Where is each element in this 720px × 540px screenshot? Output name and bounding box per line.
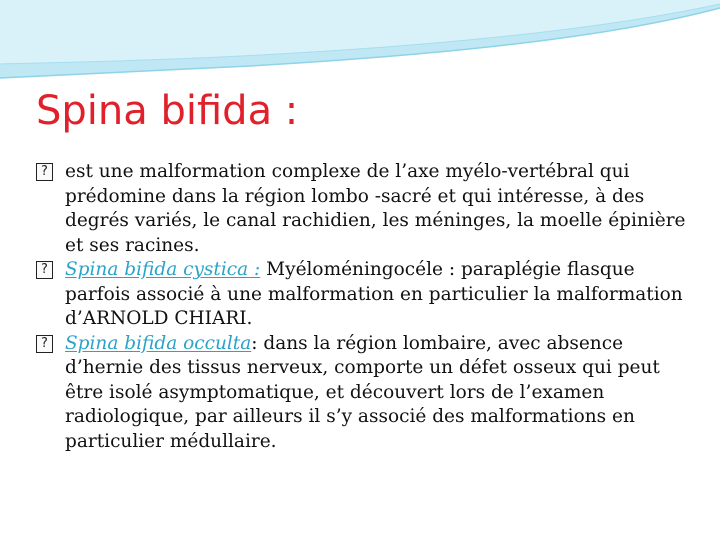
- placeholder-square-icon: ?: [36, 261, 53, 279]
- placeholder-square-icon: ?: [36, 163, 53, 181]
- slide-title: Spina bifida :: [36, 88, 299, 134]
- paragraph-definition: [36, 160, 696, 258]
- placeholder-square-icon: ?: [36, 335, 53, 353]
- term-spina-bifida-occulta: Spina bifida occulta: [65, 332, 252, 354]
- paragraph-text: dans la région lombaire, avec absence d’hernie des tissus nerveux, comporte un défet osseux qui peut être isolé asymptomatique, et découvert lors de l’examen radiologique, par ailleurs il s’y associé des malformations en particulier médullaire.: [65, 332, 660, 452]
- paragraph-occulta: [36, 332, 696, 455]
- paragraph-text: est une malformation complexe de l’axe myélo-vertébral qui prédomine dans la région lombo -sacré et qui intéresse, à des degrés variés, le canal rachidien, les méninges, la moelle épinière et ses racines.: [65, 161, 686, 256]
- paragraph-cystica: [36, 258, 696, 332]
- slide-body: [36, 160, 696, 454]
- header-wave-decoration: [0, 0, 720, 90]
- paragraph-text: Myéloméningocéle : paraplégie flasque parfois associé à une malformation en particulier la malformation d’ARNOLD CHIARI.: [65, 259, 683, 329]
- term-separator: :: [251, 332, 264, 354]
- term-spina-bifida-cystica: Spina bifida cystica :: [65, 259, 261, 280]
